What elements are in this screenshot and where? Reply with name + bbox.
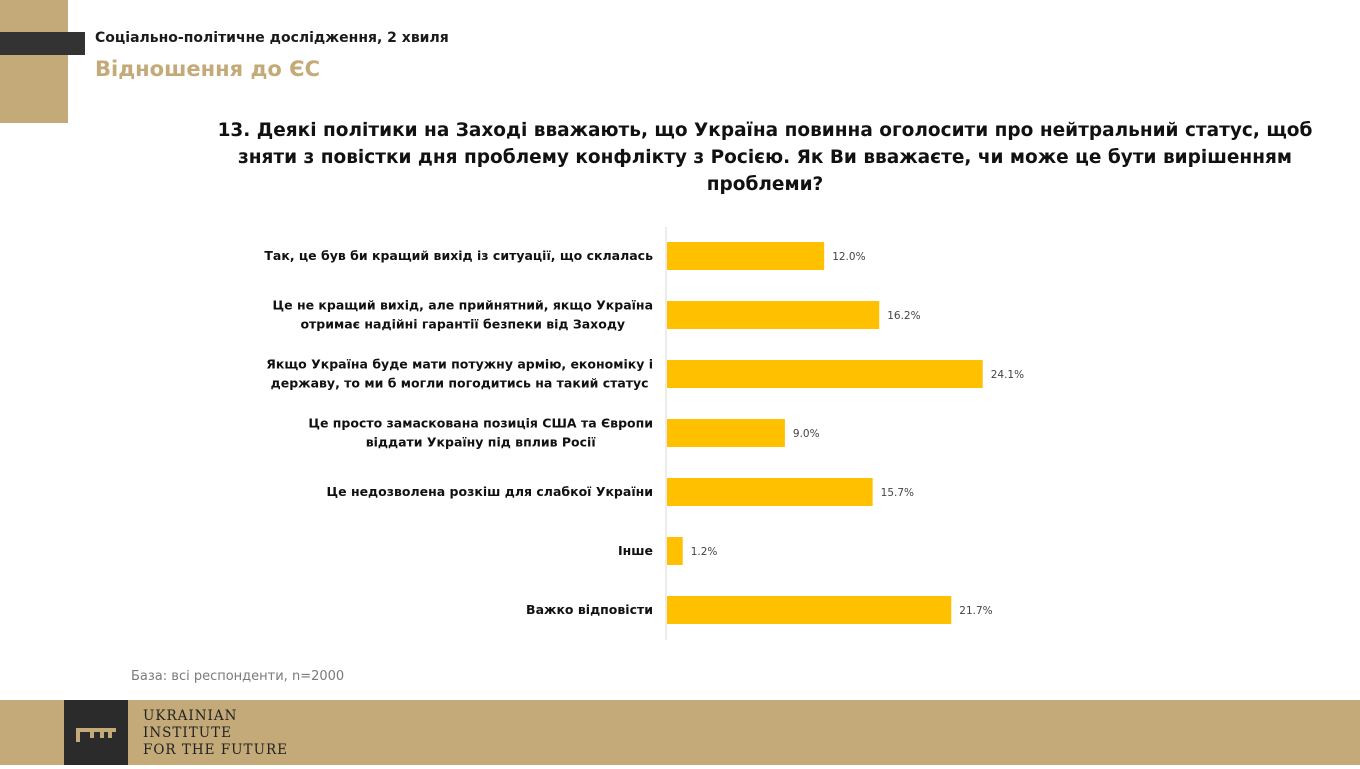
report-subtitle: Соціально-політичне дослідження, 2 хвиля xyxy=(95,30,449,46)
category-label xyxy=(264,248,653,263)
logo-line: UKRAINIAN xyxy=(143,708,238,724)
bar xyxy=(667,419,785,447)
category-label-line: Важко відповісти xyxy=(526,602,653,617)
value-label: 9.0% xyxy=(792,428,820,440)
bar xyxy=(667,301,879,329)
category-label-line: Інше xyxy=(617,543,653,558)
category-label-line: Це не кращий вихід, але прийнятний, якщо Україна xyxy=(272,297,653,313)
category-label-line: державу, то ми б могли погодитись на такий статус xyxy=(270,375,649,391)
logo-line: FOR THE FUTURE xyxy=(143,742,288,758)
bar xyxy=(667,360,983,388)
bar xyxy=(667,596,951,624)
category-label-line: віддати Україну під вплив Росії xyxy=(365,434,596,450)
category-label xyxy=(327,484,653,499)
category-label-line: Це просто замаскована позиція США та Європи xyxy=(308,415,653,431)
category-label xyxy=(526,602,653,617)
category-label xyxy=(266,357,653,391)
footer-logo-box xyxy=(64,700,128,765)
value-label: 15.7% xyxy=(880,487,915,499)
category-label xyxy=(273,298,653,332)
category-label-line: отримає надійні гарантії безпеки від Заходу xyxy=(300,316,626,332)
value-label: 24.1% xyxy=(990,369,1025,381)
category-label-line: Якщо Україна буде мати потужну армію, економіку і xyxy=(266,356,653,372)
value-label: 12.0% xyxy=(832,251,866,263)
value-label: 21.7% xyxy=(959,605,993,617)
category-label xyxy=(618,543,653,558)
category-label xyxy=(308,416,653,450)
base-footnote: База: всі респонденти, n=2000 xyxy=(131,669,345,684)
value-label: 16.2% xyxy=(887,310,921,322)
category-label-line: Так, це був би кращий вихід із ситуації, що склалась xyxy=(264,248,653,263)
logo-line: INSTITUTE xyxy=(143,725,232,741)
value-label: 1.2% xyxy=(690,546,718,558)
bar xyxy=(667,242,824,270)
category-label-line: Це недозволена розкіш для слабкої України xyxy=(326,484,653,499)
bar xyxy=(667,537,683,565)
footer-band xyxy=(0,700,1360,765)
bar xyxy=(667,478,873,506)
section-title: Відношення до ЄС xyxy=(95,57,320,81)
question-title: 13. Деякі політики на Заході вважають, що Україна повинна оголосити про нейтральний статус, щоб зняти з повістки дня проблему конфлікту з Росією. Як Ви вважаєте, чи може це бути вирішенням проблеми? xyxy=(217,120,1313,195)
footer-logo-text xyxy=(143,708,288,759)
key-icon xyxy=(64,700,128,765)
